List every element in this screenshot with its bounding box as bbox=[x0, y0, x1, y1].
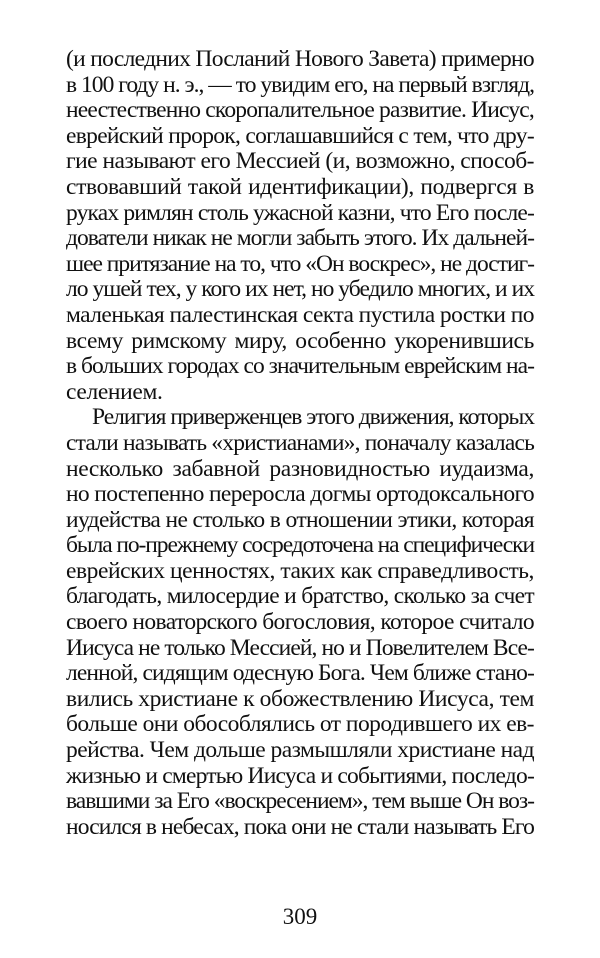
text-line: еврейских ценностях, таких как справедливость, bbox=[66, 557, 534, 584]
paragraph-2 bbox=[66, 405, 534, 840]
text-line: маленькая палестинская секта пустила ростки по bbox=[66, 301, 534, 328]
text-line: неестественно скоропалительное развитие. Иисус, bbox=[66, 97, 534, 124]
text-line: Религия приверженцев этого движения, которых bbox=[92, 404, 534, 431]
text-line: ленной, сидящим одесную Бога. Чем ближе стано- bbox=[66, 660, 534, 687]
page-number: 309 bbox=[282, 904, 318, 929]
text-line: вавшими за Его «воскресением», тем выше Он воз- bbox=[66, 788, 534, 815]
text-line: но постепенно переросла догмы ортодоксального bbox=[66, 481, 534, 508]
text-line: ствовавший такой идентификации), подвергся в bbox=[66, 173, 534, 200]
text-line: своего новаторского богословия, которое считало bbox=[66, 609, 534, 636]
text-line: руках римлян столь ужасной казни, что Его после- bbox=[66, 199, 534, 226]
text-line: носился в небесах, пока они не стали называть Его bbox=[66, 813, 534, 840]
text-line: дователи никак не могли забыть этого. Их дальней- bbox=[66, 225, 534, 252]
text-line: (и последних Посланий Нового Завета) примерно bbox=[66, 46, 534, 72]
text-line: в 100 году н. э., — то увидим его, на первый взгляд, bbox=[66, 71, 534, 98]
text-line: гие называют его Мессией (и, возможно, способ- bbox=[66, 148, 534, 175]
text-line: шее притязание на то, что «Он воскрес», не достиг- bbox=[66, 250, 534, 277]
text-line: иудейства не столько в отношении этики, которая bbox=[66, 506, 534, 533]
text-line: вились христиане к обожествлению Иисуса, тем bbox=[66, 685, 534, 712]
text-line: в больших городах со значительным еврейским на- bbox=[66, 353, 534, 380]
body-text bbox=[66, 47, 534, 840]
paragraph-1 bbox=[66, 47, 534, 405]
text-line: жизнью и смертью Иисуса и событиями, последо- bbox=[66, 762, 534, 789]
text-line: несколько забавной разновидностью иудаизма, bbox=[66, 455, 534, 482]
text-line: Иисуса не только Мессией, но и Повелителем Все- bbox=[66, 634, 534, 661]
text-line: стали называть «христианами», поначалу казалась bbox=[66, 429, 534, 456]
text-line: селением. bbox=[66, 378, 163, 405]
text-line: больше они обособлялись от породившего их ев- bbox=[66, 711, 534, 738]
text-line: рейства. Чем дольше размышляли христиане над bbox=[66, 737, 534, 764]
text-line: ло ушей тех, у кого их нет, но убедило многих, и их bbox=[66, 276, 534, 303]
text-line: всему римскому миру, особенно укоренившись bbox=[66, 327, 534, 354]
text-line: еврейский пророк, соглашавшийся с тем, что дру- bbox=[66, 122, 534, 149]
text-line: благодать, милосердие и братство, сколько за счет bbox=[66, 583, 534, 610]
text-line: была по-прежнему сосредоточена на специфически bbox=[66, 532, 534, 559]
